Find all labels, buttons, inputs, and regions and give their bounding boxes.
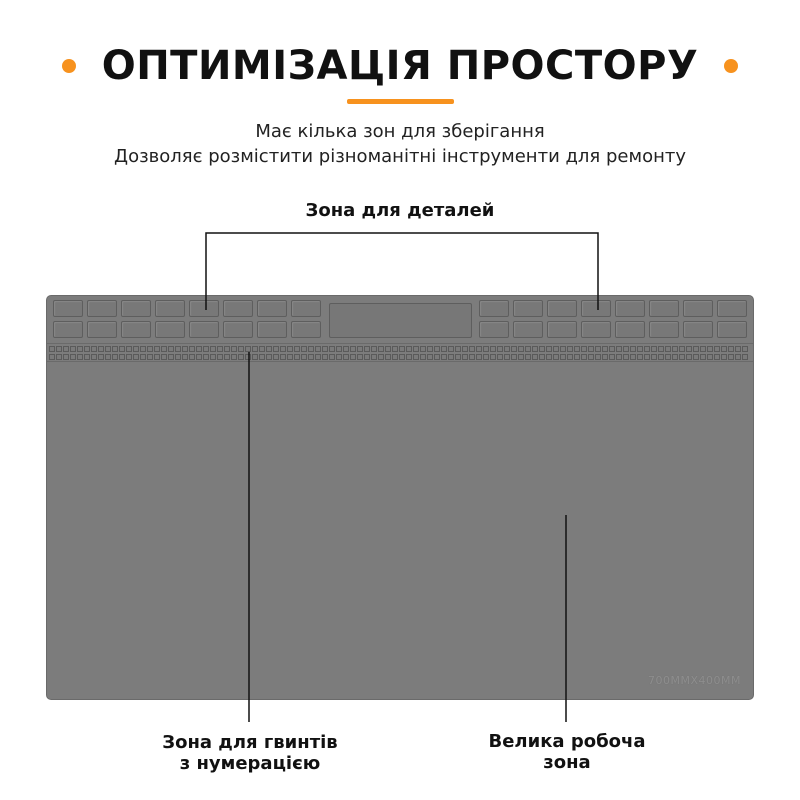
work-zone-label	[447, 731, 687, 773]
page-title: ОПТИМІЗАЦІЯ ПРОСТОРУ	[101, 43, 699, 89]
screws-zone-label-line-2: з нумерацією	[179, 753, 321, 774]
mat-size-label: 700MMX400MM	[648, 674, 741, 687]
work-zone-label-line-2: зона	[543, 752, 591, 773]
screws-zone-label	[130, 732, 370, 774]
parts-zone-bracket	[206, 233, 598, 310]
subtitle-line-2: Дозволяє розмістити різноманітні інструменти для ремонту	[114, 146, 686, 167]
work-zone-label-line-1: Велика робоча	[488, 731, 646, 752]
subtitle-line-1: Має кілька зон для зберігання	[255, 121, 545, 142]
screws-zone-label-line-1: Зона для гвинтів	[162, 732, 338, 753]
parts-zone-label: Зона для деталей	[305, 200, 495, 221]
